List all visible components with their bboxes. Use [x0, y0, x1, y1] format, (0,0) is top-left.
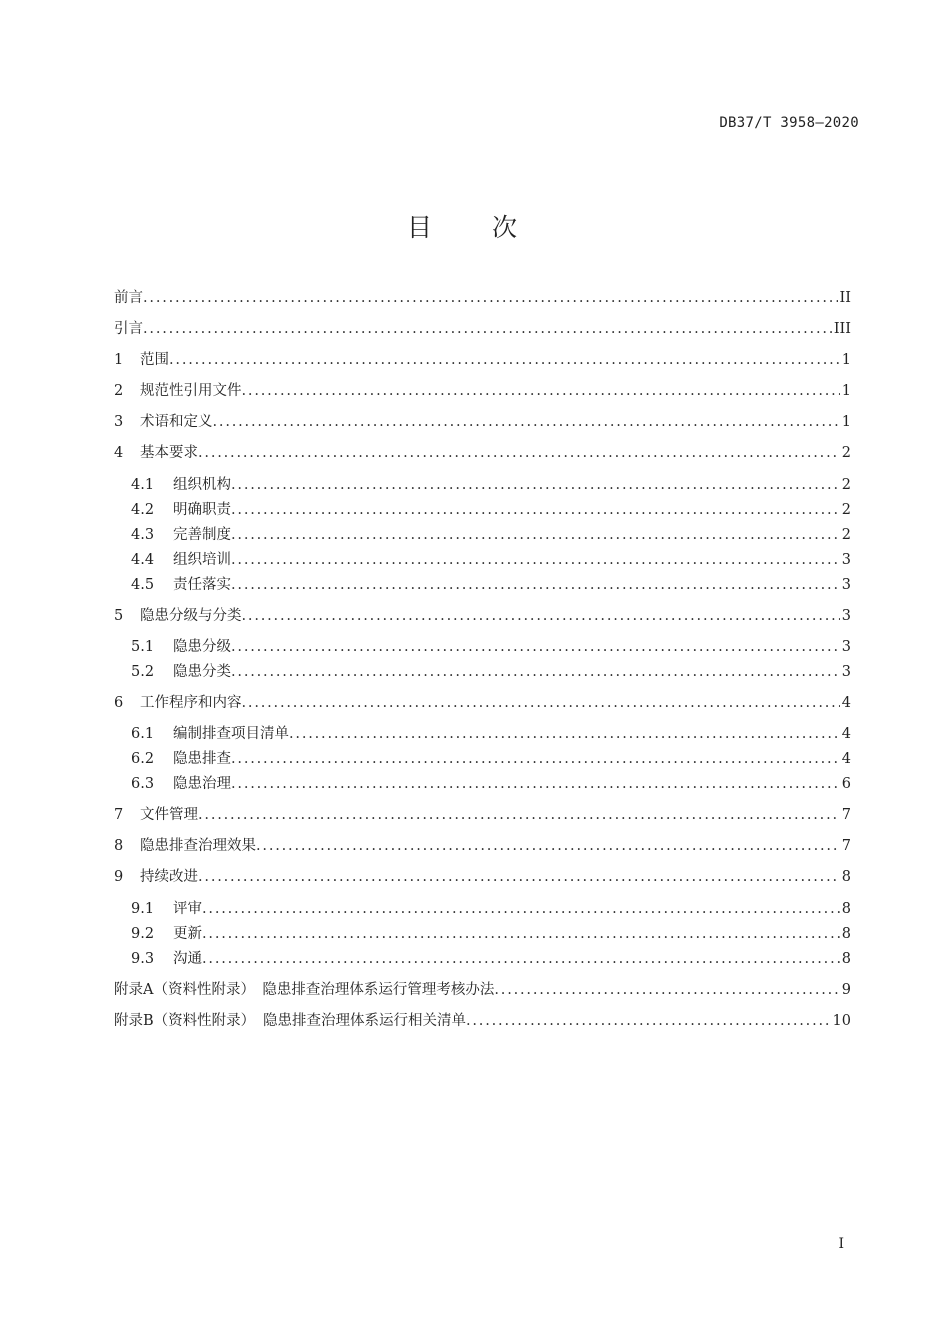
toc-entry-page: 8	[841, 926, 851, 942]
toc-entry-page: 7	[841, 838, 851, 854]
page-folio: I	[838, 1236, 844, 1252]
toc-entry-label: 基本要求	[140, 445, 198, 461]
toc-entry-number: 4.3	[131, 527, 155, 543]
toc-entry-number: 3	[114, 414, 124, 430]
toc-entry-8[interactable]	[114, 837, 851, 855]
toc-entry-4-2[interactable]	[131, 501, 851, 519]
toc-entry-6-3[interactable]	[131, 775, 851, 793]
toc-entry-appendix-a[interactable]	[114, 981, 851, 999]
toc-entry-number: 8	[114, 838, 124, 854]
toc-entry-label: 沟通	[173, 951, 202, 967]
toc-entry-page: 8	[841, 901, 851, 917]
leader-dots	[231, 526, 840, 544]
toc-entry-page: 7	[841, 807, 851, 823]
toc-entry-page: II	[839, 290, 851, 306]
toc-entry-page: 8	[841, 869, 851, 885]
toc-entry-number: 4.5	[131, 577, 155, 593]
leader-dots	[202, 925, 840, 943]
toc-entry-label: 隐患治理	[173, 776, 231, 792]
toc-entry-label: 更新	[173, 926, 202, 942]
toc-entry-label: 工作程序和内容	[140, 695, 242, 711]
leader-dots	[242, 382, 840, 400]
toc-entry-number: 2	[114, 383, 124, 399]
leader-dots	[231, 775, 840, 793]
leader-dots	[231, 638, 840, 656]
toc-entry-6-1[interactable]	[131, 725, 851, 743]
toc-entry-label: 隐患分类	[173, 664, 231, 680]
document-code: DB37/T 3958—2020	[719, 115, 859, 131]
toc-entry-3[interactable]	[114, 413, 851, 431]
toc-entry-page: 3	[841, 552, 851, 568]
leader-dots	[231, 551, 840, 569]
toc-entry-number: 9.2	[131, 926, 155, 942]
leader-dots	[256, 837, 840, 855]
toc-entry-label: 隐患分级	[173, 639, 231, 655]
toc-entry-introduction[interactable]	[114, 320, 851, 338]
leader-dots	[231, 576, 840, 594]
toc-entry-page: 8	[841, 951, 851, 967]
toc-entry-4-1[interactable]	[131, 476, 851, 494]
toc-entry-label: 责任落实	[173, 577, 231, 593]
toc-entry-number: 7	[114, 807, 124, 823]
leader-dots	[289, 725, 840, 743]
leader-dots	[143, 289, 838, 307]
toc-entry-label: 引言	[114, 321, 143, 337]
toc-entry-7[interactable]	[114, 806, 851, 824]
toc-entry-number: 1	[114, 352, 124, 368]
toc-entry-label: 组织培训	[173, 552, 231, 568]
leader-dots	[231, 663, 840, 681]
leader-dots	[231, 476, 840, 494]
toc-entry-number: 6	[114, 695, 124, 711]
toc-entry-number: 5.1	[131, 639, 155, 655]
leader-dots	[494, 981, 839, 999]
toc-entry-number: 4	[114, 445, 124, 461]
page-title: 目 次	[407, 213, 543, 242]
toc-entry-page: 4	[841, 695, 851, 711]
toc-entry-label: 完善制度	[173, 527, 231, 543]
toc-entry-page: 3	[841, 639, 851, 655]
toc-entry-label: 术语和定义	[140, 414, 213, 430]
toc-entry-number: 9.3	[131, 951, 155, 967]
leader-dots	[231, 750, 840, 768]
toc-entry-5-1[interactable]	[131, 638, 851, 656]
toc-entry-page: 2	[841, 527, 851, 543]
toc-entry-label: 文件管理	[140, 807, 198, 823]
toc-entry-9[interactable]	[114, 868, 851, 886]
toc-entry-page: 10	[832, 1013, 851, 1029]
toc-entry-label: 评审	[173, 901, 202, 917]
toc-entry-page: 1	[841, 383, 851, 399]
toc-entry-4-4[interactable]	[131, 551, 851, 569]
toc-entry-number: 4.2	[131, 502, 155, 518]
toc-entry-number: 附录B（资料性附录）	[114, 1013, 256, 1029]
leader-dots	[198, 806, 840, 824]
toc-entry-page: 9	[841, 982, 851, 998]
toc-entry-6[interactable]	[114, 694, 851, 712]
leader-dots	[202, 950, 840, 968]
toc-entry-label: 编制排查项目清单	[173, 726, 289, 742]
toc-entry-label: 规范性引用文件	[140, 383, 242, 399]
toc-entry-4-3[interactable]	[131, 526, 851, 544]
toc-entry-label: 隐患排查	[173, 751, 231, 767]
toc-entry-4[interactable]	[114, 444, 851, 462]
toc-entry-number: 5	[114, 608, 124, 624]
leader-dots	[242, 694, 840, 712]
leader-dots	[466, 1012, 831, 1030]
leader-dots	[169, 351, 840, 369]
toc-entry-number: 4.4	[131, 552, 155, 568]
toc-entry-label: 范围	[140, 352, 169, 368]
toc-entry-label: 前言	[114, 290, 143, 306]
toc-entry-page: 3	[841, 664, 851, 680]
toc-entry-9-1[interactable]	[131, 900, 851, 918]
toc-entry-number: 9	[114, 869, 124, 885]
toc-entry-page: 4	[841, 751, 851, 767]
toc-entry-label: 隐患排查治理体系运行管理考核办法	[262, 982, 495, 998]
leader-dots	[202, 900, 840, 918]
toc-entry-page: 1	[841, 352, 851, 368]
toc-entry-number: 5.2	[131, 664, 155, 680]
leader-dots	[213, 413, 840, 431]
toc-entry-page: 2	[841, 445, 851, 461]
toc-entry-page: 1	[841, 414, 851, 430]
toc-entry-6-2[interactable]	[131, 750, 851, 768]
leader-dots	[198, 444, 840, 462]
toc-entry-4-5[interactable]	[131, 576, 851, 594]
toc-entry-number: 6.2	[131, 751, 155, 767]
toc-entry-page: 4	[841, 726, 851, 742]
toc-entry-page: 2	[841, 502, 851, 518]
toc-entry-label: 组织机构	[173, 477, 231, 493]
toc-entry-page: 3	[841, 608, 851, 624]
toc-entry-label: 持续改进	[140, 869, 198, 885]
leader-dots	[198, 868, 840, 886]
toc-entry-1[interactable]	[114, 351, 851, 369]
toc-entry-2[interactable]	[114, 382, 851, 400]
toc-entry-label: 隐患分级与分类	[140, 608, 242, 624]
toc-entry-number: 6.3	[131, 776, 155, 792]
toc-entry-9-3[interactable]	[131, 950, 851, 968]
toc-entry-number: 附录A（资料性附录）	[114, 982, 255, 998]
toc-entry-page: 2	[841, 477, 851, 493]
toc-entry-foreword[interactable]	[114, 289, 851, 307]
toc-entry-label: 隐患排查治理体系运行相关清单	[262, 1013, 466, 1029]
toc-entry-5[interactable]	[114, 607, 851, 625]
toc-entry-page: 3	[841, 577, 851, 593]
leader-dots	[143, 320, 832, 338]
toc-entry-label: 隐患排查治理效果	[140, 838, 256, 854]
leader-dots	[242, 607, 840, 625]
toc-entry-page: III	[833, 321, 851, 337]
toc-entry-number: 9.1	[131, 901, 155, 917]
toc-entry-9-2[interactable]	[131, 925, 851, 943]
toc-entry-number: 6.1	[131, 726, 155, 742]
toc-entry-appendix-b[interactable]	[114, 1012, 851, 1030]
toc-entry-page: 6	[841, 776, 851, 792]
leader-dots	[231, 501, 840, 519]
toc-entry-number: 4.1	[131, 477, 155, 493]
toc-entry-label: 明确职责	[173, 502, 231, 518]
toc-entry-5-2[interactable]	[131, 663, 851, 681]
